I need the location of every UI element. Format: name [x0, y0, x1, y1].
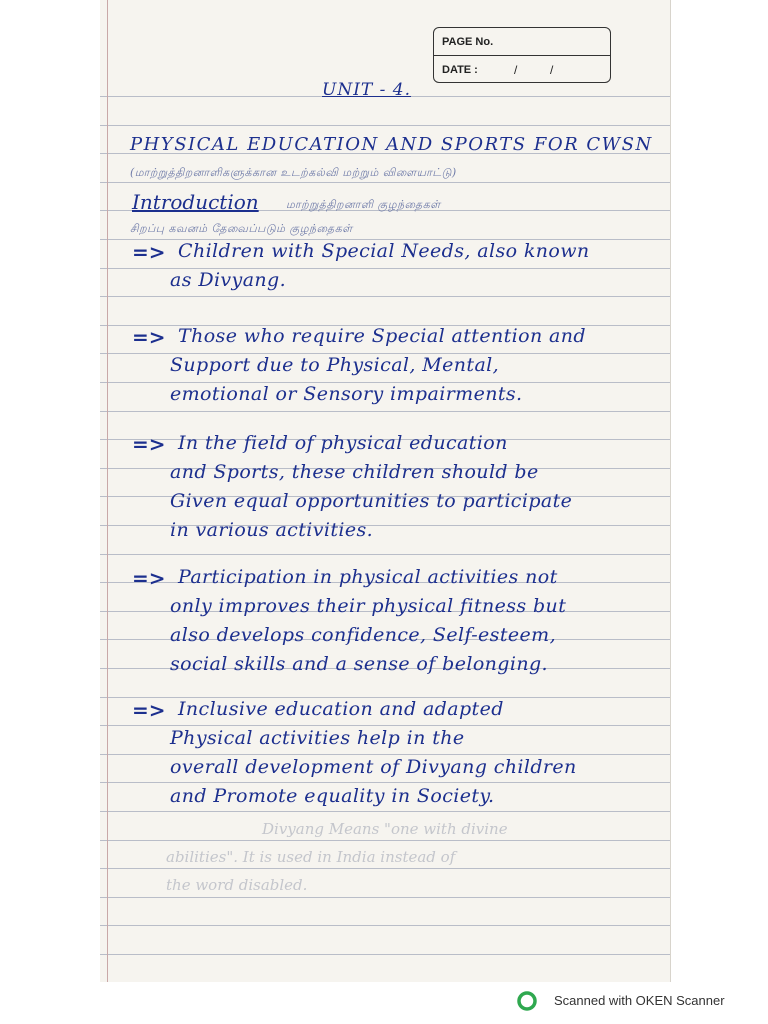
- date-slash: /: [550, 63, 554, 77]
- ruled-line: [100, 725, 670, 726]
- bullet-line: in various activities.: [170, 519, 374, 541]
- ruled-line: [100, 811, 670, 812]
- bullet-line: as Divyang.: [170, 269, 287, 291]
- ruled-line: [100, 411, 670, 412]
- margin-line: [107, 0, 108, 982]
- bullet-line: Given equal opportunities to participate: [170, 490, 573, 512]
- faint-note-line: abilities". It is used in India instead of: [166, 848, 456, 866]
- faint-note-line: the word disabled.: [166, 876, 308, 894]
- bullet-line: Inclusive education and adapted: [178, 698, 504, 720]
- heading-translation: (மாற்றுத்திறனாளிகளுக்கான உடற்கல்வி மற்றும் விளையாட்டு): [130, 166, 457, 179]
- bullet-line: Children with Special Needs, also known: [178, 240, 590, 262]
- bullet-line: Support due to Physical, Mental,: [170, 354, 500, 376]
- ruled-line: [100, 868, 670, 869]
- intro-translation: சிறப்பு கவனம் தேவைப்படும் குழந்தைகள்: [130, 222, 353, 235]
- ruled-line: [100, 954, 670, 955]
- ruled-line: [100, 182, 670, 183]
- bullet-line: emotional or Sensory impairments.: [170, 383, 523, 405]
- unit-title: UNIT - 4.: [322, 80, 412, 100]
- page-number-label: PAGE No.: [442, 36, 494, 48]
- bullet-line: and Sports, these children should be: [170, 461, 539, 483]
- date-slash: /: [514, 63, 518, 77]
- scanner-logo-icon: [517, 991, 537, 1011]
- bullet-arrow: =>: [132, 566, 166, 590]
- intro-translation: மாற்றுத்திறனாளி குழந்தைகள்: [286, 198, 441, 211]
- ruled-line: [100, 782, 670, 783]
- section-heading: PHYSICAL EDUCATION AND SPORTS FOR CWSN: [130, 134, 653, 155]
- bullet-line: In the field of physical education: [178, 432, 508, 454]
- bullet-line: Participation in physical activities not: [178, 566, 558, 588]
- bullet-arrow: =>: [132, 240, 166, 264]
- bullet-line: and Promote equality in Society.: [170, 785, 495, 807]
- ruled-line: [100, 897, 670, 898]
- bullet-line: overall development of Divyang children: [170, 756, 577, 778]
- scanner-watermark-text: Scanned with OKEN Scanner: [554, 993, 725, 1008]
- ruled-line: [100, 554, 670, 555]
- page-date-stamp: [433, 27, 611, 83]
- page-number-row: [434, 28, 610, 55]
- ruled-line: [100, 296, 670, 297]
- bullet-line: only improves their physical fitness but: [170, 595, 567, 617]
- faint-note-line: Divyang Means "one with divine: [262, 820, 508, 838]
- bullet-line: Physical activities help in the: [170, 727, 465, 749]
- ruled-line: [100, 125, 670, 126]
- bullet-arrow: =>: [132, 432, 166, 456]
- bullet-arrow: =>: [132, 698, 166, 722]
- bullet-line: also develops confidence, Self-esteem,: [170, 624, 557, 646]
- notebook-page: [100, 0, 670, 982]
- bullet-line: Those who require Special attention and: [178, 325, 586, 347]
- date-label: DATE :: [442, 64, 478, 76]
- bullet-arrow: =>: [132, 325, 166, 349]
- ruled-line: [100, 754, 670, 755]
- ruled-line: [100, 925, 670, 926]
- bullet-line: social skills and a sense of belonging.: [170, 653, 548, 675]
- ruled-line: [100, 840, 670, 841]
- date-row: [434, 55, 610, 83]
- intro-label: Introduction: [132, 190, 259, 214]
